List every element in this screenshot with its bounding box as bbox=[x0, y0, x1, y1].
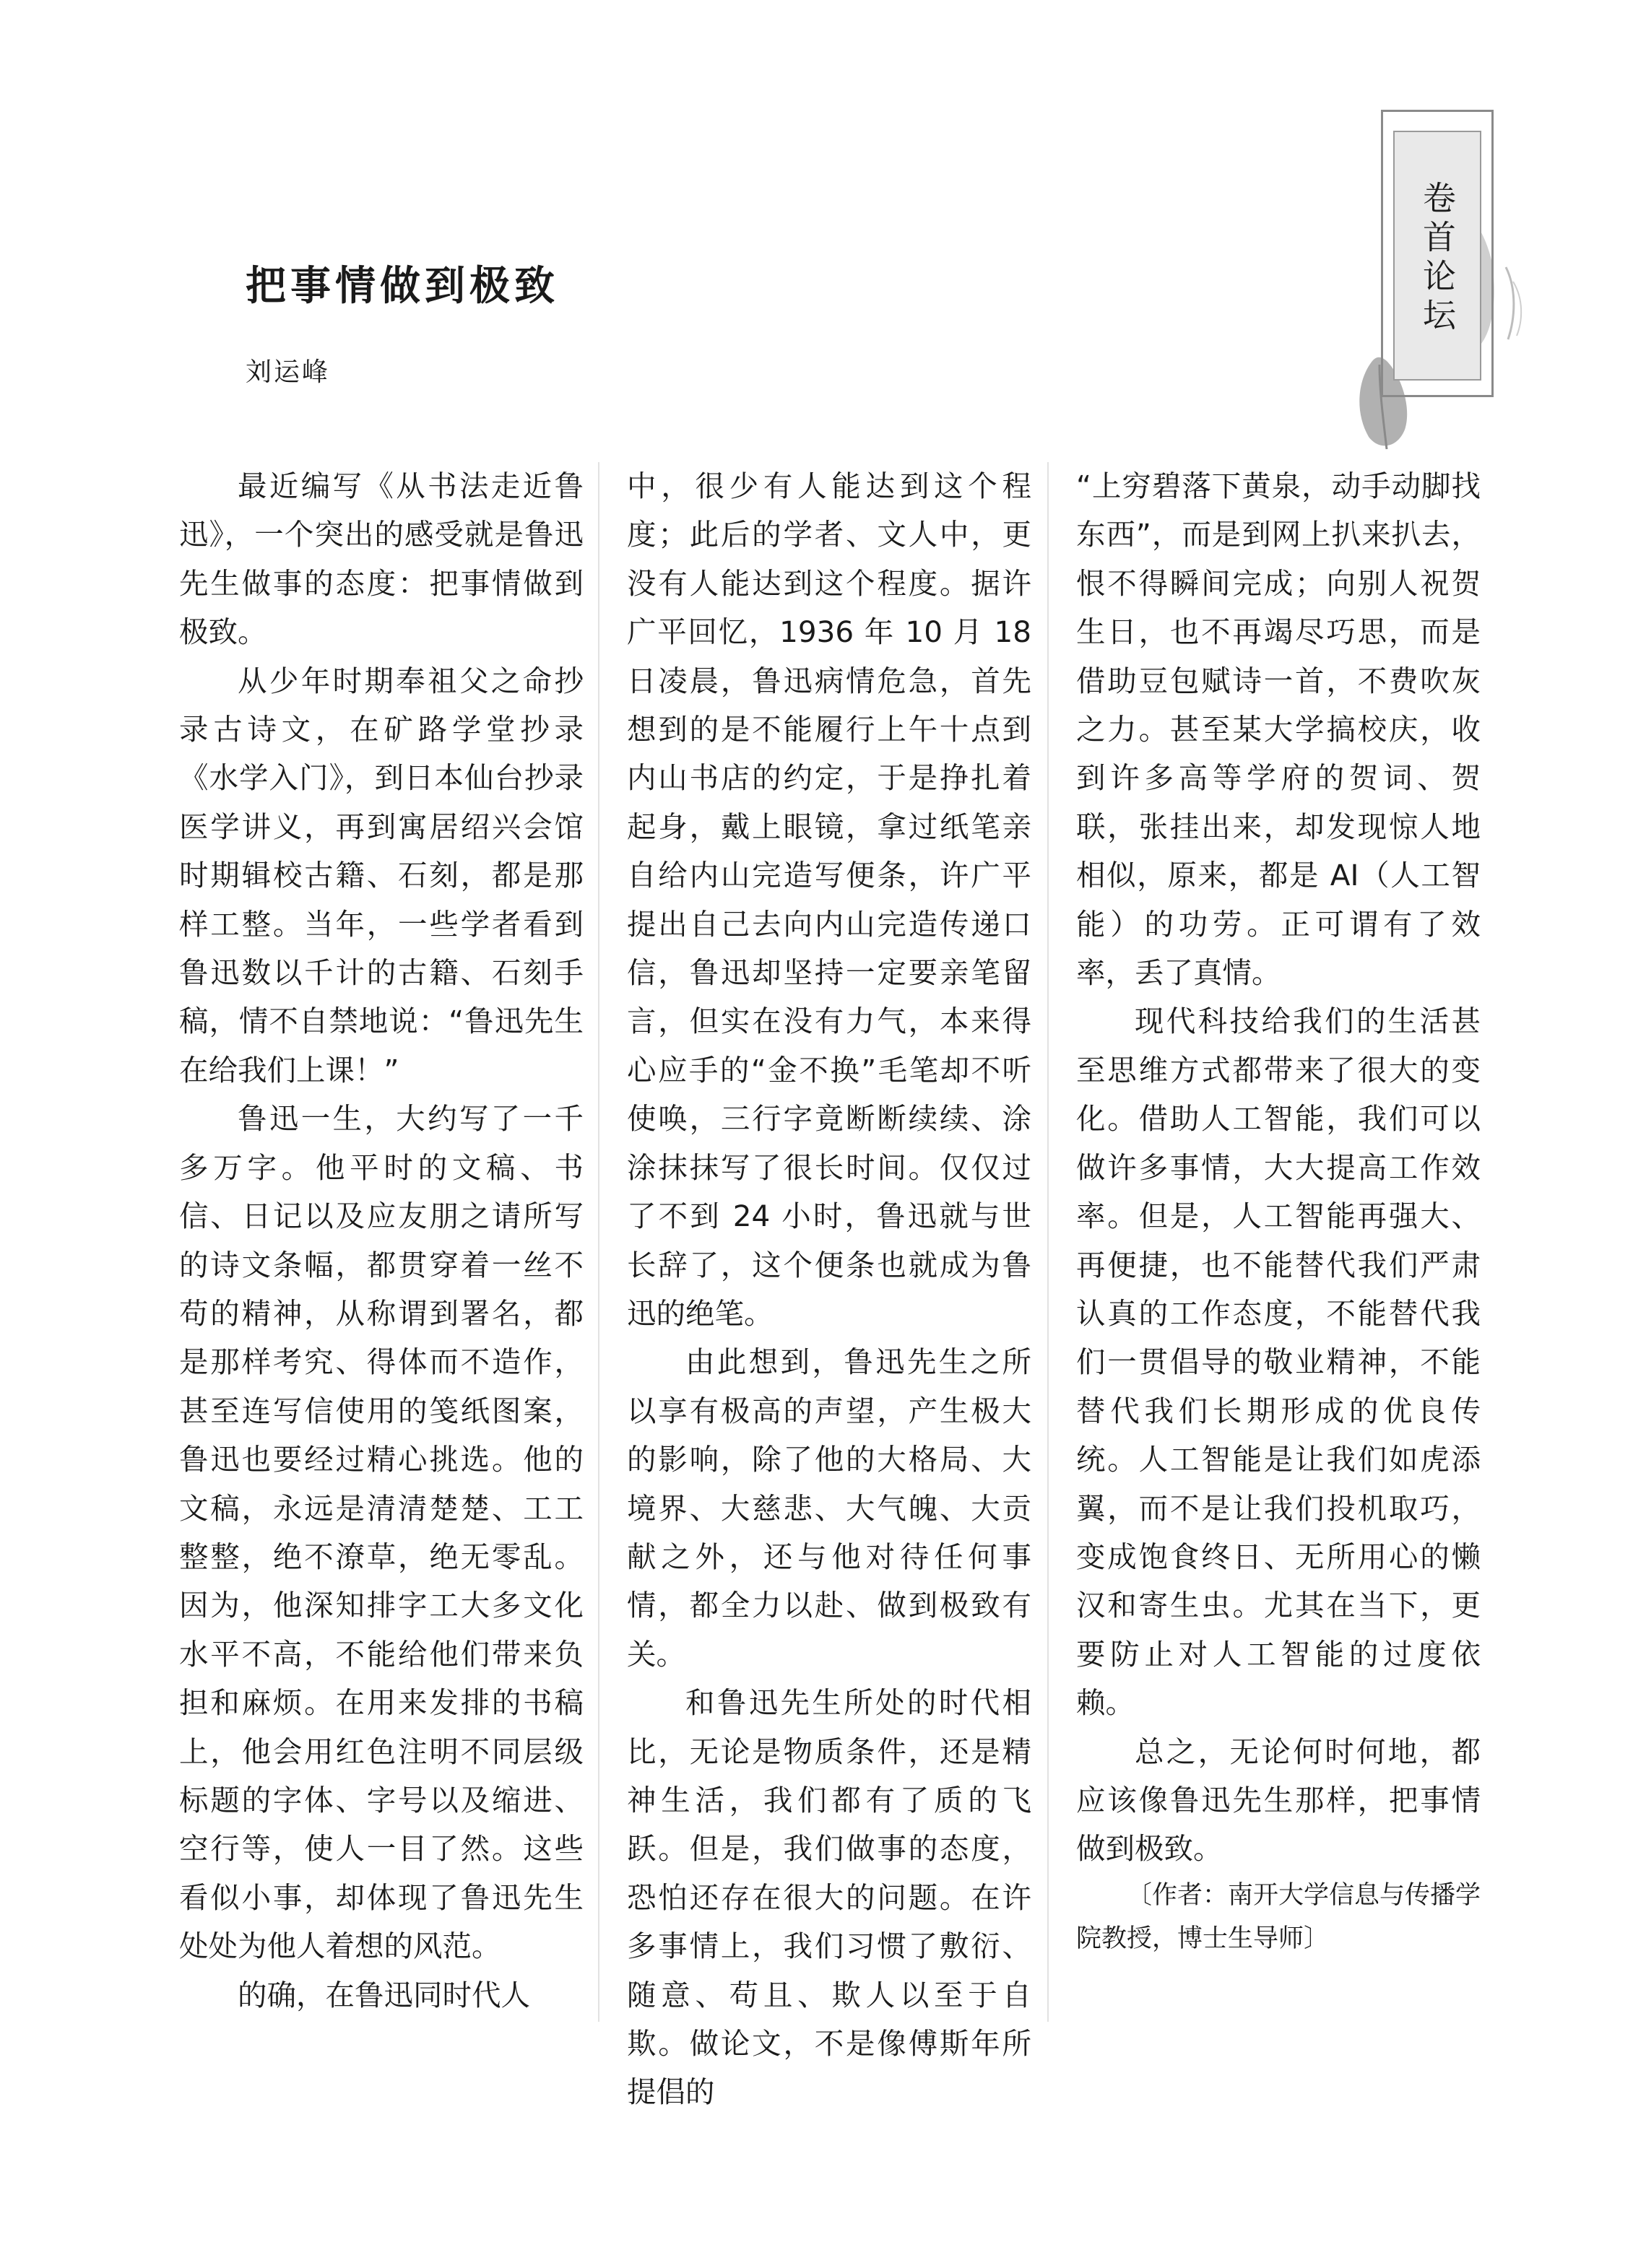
author-note: 〔作者：南开大学信息与传播学院教授，博士生导师〕 bbox=[1076, 1880, 1481, 1953]
paragraph: 中，很少有人能达到这个程度；此后的学者、文人中，更没有人能达到这个程度。据许广平回忆，1936 年 10 月 18 日凌晨，鲁迅病情危急，首先想到的是不能履行上午十点到内山书店的约定，于是挣扎着起身，戴上眼镜，拿过纸笔亲自给内山完造写便条，许广平提出自己去向内山完造传递口信，鲁迅却坚持一定要亲笔留言，但实在没有力气，本来得心应手的“金不换”毛笔却不听使唤，三行字竟断断续续、涂涂抹抹写了很长时间。仅仅过了不到 24 小时，鲁迅就与世长辞了，这个便条也就成为鲁迅的绝笔。 bbox=[627, 469, 1031, 1331]
paragraph: “上穷碧落下黄泉，动手动脚找东西”，而是到网上扒来扒去，恨不得瞬间完成；向别人祝贺生日，也不再竭尽巧思，而是借助豆包赋诗一首，不费吹灰之力。甚至某大学搞校庆，收到许多高等学府的贺词、贺联，张挂出来，却发现惊人地相似，原来，都是 AI（人工智能）的功劳。正可谓有了效率，丢了真情。 bbox=[1076, 469, 1481, 991]
paragraph: 总之，无论何时何地，都应该像鲁迅先生那样，把事情做到极致。 bbox=[1076, 1734, 1481, 1867]
section-label: 卷首论坛 bbox=[1418, 181, 1457, 336]
paragraph: 最近编写《从书法走近鲁迅》，一个突出的感受就是鲁迅先生做事的态度：把事情做到极致。 bbox=[179, 469, 584, 650]
paragraph: 从少年时期奉祖父之命抄录古诗文，在矿路学堂抄录《水学入门》，到日本仙台抄录医学讲义，再到寓居绍兴会馆时期辑校古籍、石刻，都是那样工整。当年，一些学者看到鲁迅数以千计的古籍、石刻手稿，情不自禁地说：“鲁迅先生在给我们上课！” bbox=[179, 663, 584, 1087]
column-divider bbox=[598, 462, 599, 2022]
body-column-1 bbox=[179, 462, 584, 2020]
paragraph: 现代科技给我们的生活甚至思维方式都带来了很大的变化。借助人工智能，我们可以做许多事情，大大提高工作效率。但是，人工智能再强大、再便捷，也不能替代我们严肃认真的工作态度，不能替代我们一贯倡导的敬业精神，不能替代我们长期形成的优良传统。人工智能是让我们如虎添翼，而不是让我们投机取巧，变成饱食终日、无所用心的懒汉和寄生虫。尤其在当下，更要防止对人工智能的过度依赖。 bbox=[1076, 1004, 1481, 1721]
body-column-2 bbox=[627, 462, 1031, 2117]
section-tab bbox=[1381, 110, 1494, 397]
paragraph: 鲁迅一生，大约写了一千多万字。他平时的文稿、书信、日记以及应友朋之请所写的诗文条幅，都贯穿着一丝不苟的精神，从称谓到署名，都是那样考究、得体而不造作，甚至连写信使用的笺纸图案，鲁迅也要经过精心挑选。他的文稿，永远是清清楚楚、工工整整，绝不潦草，绝无零乱。因为，他深知排字工大多文化水平不高，不能给他们带来负担和麻烦。在用来发排的书稿上，他会用红色注明不同层级标题的字体、字号以及缩进、空行等，使人一目了然。这些看似小事，却体现了鲁迅先生处处为他人着想的风范。 bbox=[179, 1101, 584, 1964]
article-title: 把事情做到极致 bbox=[246, 262, 559, 310]
section-tab-inner bbox=[1393, 131, 1481, 381]
column-divider bbox=[1047, 462, 1049, 2022]
paragraph: 和鲁迅先生所处的时代相比，无论是物质条件，还是精神生活，我们都有了质的飞跃。但是，我们做事的态度，恐怕还存在很大的问题。在许多事情上，我们习惯了敷衍、随意、苟且、欺人以至于自欺。做论文，不是像傅斯年所提倡的 bbox=[627, 1685, 1031, 2110]
article-author: 刘运峰 bbox=[246, 357, 331, 387]
paragraph: 的确，在鲁迅同时代人 bbox=[238, 1977, 530, 2012]
body-column-3 bbox=[1076, 462, 1481, 1960]
paragraph: 由此想到，鲁迅先生之所以享有极高的声望，产生极大的影响，除了他的大格局、大境界、大慈悲、大气魄、大贡献之外，还与他对待任何事情，都全力以赴、做到极致有关。 bbox=[627, 1344, 1031, 1672]
